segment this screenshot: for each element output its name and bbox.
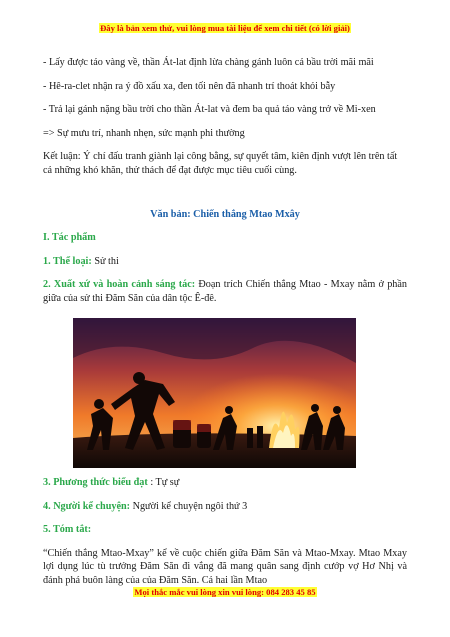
- preview-banner: [0, 23, 450, 33]
- paragraph: - Lấy được táo vàng về, thần Át-lat định lừa chàng gánh luôn cả bầu trời mãi mãi: [43, 57, 374, 68]
- document-title: Văn bản: Chiến thắng Mtao Mxây: [150, 208, 300, 220]
- item-text: Người kể chuyện ngôi thứ 3: [130, 500, 248, 512]
- preview-banner-text: Đây là bản xem thử, vui lòng mua tài liệu để xem chi tiết (có lời giải): [100, 23, 350, 33]
- festival-photo: [73, 318, 356, 468]
- item-narrator: [43, 500, 407, 514]
- item-label: 3. Phương thức biểu đạt: [43, 477, 148, 488]
- item-label: 4. Người kể chuyện:: [43, 500, 131, 512]
- item-text: Đoạn trích Chiến thắng Mtao - Mxay nằm ở phần giữa của sử thi Đăm Săn của dân tộc Ê-đê.: [43, 279, 407, 304]
- conclusion-paragraph: Kết luận: Ý chí đấu tranh giành lại công bằng, sự quyết tâm, kiên định vượt lên trên tất cả những khó khăn, thử thách để đạt được mục tiêu cuối cùng.: [43, 151, 398, 176]
- item-label: 5. Tóm tắt:: [43, 524, 92, 536]
- festival-photo-image: [73, 318, 356, 468]
- item-method: [43, 476, 407, 490]
- paragraph: => Sự mưu trí, nhanh nhẹn, sức mạnh phi thường: [43, 127, 245, 139]
- paragraph: - Hê-ra-clet nhận ra ý đồ xấu xa, đen tối nên đã nhanh trí thoát khỏi bẫy: [43, 80, 336, 92]
- item-text: : Tự sự: [147, 477, 180, 488]
- paragraph: - Trả lại gánh nặng bầu trời cho thần Át-lat và đem ba quả táo vàng trở về Mi-xen: [43, 104, 376, 116]
- item-text: Sử thi: [91, 255, 119, 267]
- item-label: 2. Xuất xứ và hoàn cảnh sáng tác:: [43, 279, 196, 291]
- section-heading: I. Tác phẩm: [43, 232, 96, 244]
- item-label: 1. Thể loại:: [43, 255, 92, 267]
- item-origin: [43, 278, 407, 305]
- content-top: [43, 56, 407, 316]
- content-bottom: [43, 476, 407, 598]
- item-genre: [43, 255, 407, 269]
- item-summary-heading: [43, 523, 407, 537]
- summary-paragraph: “Chiến thắng Mtao-Mxay” kể về cuộc chiến giữa Đăm Săn và Mtao-Mxay. Mtao Mxay lợi dụng lúc tù trưởng Đăm Săn đi vắng đã mang quân sang định cướp vợ Hơ Nhị và đánh phá buôn làng của của Đăm Săn. Cả hai lần Mtao: [43, 547, 407, 586]
- contact-banner: [0, 587, 450, 597]
- contact-banner-text: Mọi thắc mắc vui lòng xin vui lòng: 084 283 45 85: [134, 587, 316, 597]
